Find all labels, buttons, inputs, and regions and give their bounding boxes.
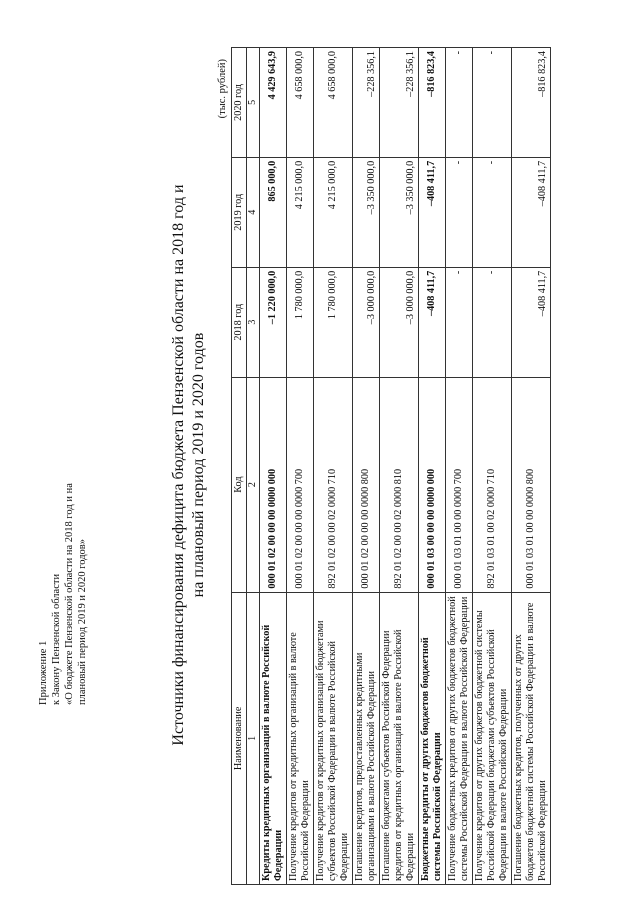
document-title [169,35,209,895]
row-code: 892 01 03 01 00 02 0000 710 [473,377,512,592]
title-line: Источники финансирования дефицита бюджета Пензенской области на 2018 год и [170,184,187,746]
row-value-2018: 1 780 000,0 [314,267,353,377]
header-code: Код [232,377,247,592]
row-code: 000 01 03 00 00 00 0000 000 [419,377,446,592]
row-value-2018: –1 220 000,0 [260,267,287,377]
header-2018: 2018 год [232,267,247,377]
table-row [353,48,380,885]
col-number: 2 [247,377,260,592]
row-value-2018: –408 411,7 [419,267,446,377]
header-2020: 2020 год [232,48,247,158]
table-row [380,48,419,885]
row-value-2019: –408 411,7 [512,157,551,267]
table-row [260,48,287,885]
table-row [473,48,512,885]
title-line: на плановый период 2019 и 2020 годов [190,332,207,598]
row-name: Бюджетные кредиты от других бюджетов бюджетной системы Российской Федерации [419,592,446,884]
col-number: 1 [247,592,260,884]
row-code: 000 01 02 00 00 00 0000 000 [260,377,287,592]
column-number-row [247,48,260,885]
row-value-2019: 4 215 000,0 [287,157,314,267]
appendix-line: к Закону Пензенской области [51,573,62,705]
appendix-note [37,345,89,705]
table-row [314,48,353,885]
row-value-2018: –408 411,7 [512,267,551,377]
row-name: Погашение бюджетных кредитов, полученных от других бюджетов бюджетной системы Российской Федерации в валюте Российской Федерации [512,592,551,884]
table-row [419,48,446,885]
col-number: 4 [247,157,260,267]
row-value-2019: –3 350 000,0 [380,157,419,267]
row-name: Получение кредитов от других бюджетов бюджетной системы Российской Федерации бюджетами субъектов Российской Федерации в валюте Российской Федерации [473,592,512,884]
table-row [287,48,314,885]
row-name: Погашение кредитов, предоставленных кредитными организациями в валюте Российской Федерации [353,592,380,884]
row-value-2020: 4 658 000,0 [287,48,314,158]
row-code: 000 01 03 01 00 00 0000 800 [512,377,551,592]
row-value-2020: –816 823,4 [419,48,446,158]
row-value-2020: 4 429 643,9 [260,48,287,158]
row-value-2020: –228 356,1 [353,48,380,158]
appendix-line: Приложение 1 [38,640,49,705]
row-code: 000 01 03 01 00 00 0000 700 [446,377,473,592]
row-value-2019: –408 411,7 [419,157,446,267]
row-code: 000 01 02 00 00 00 0000 700 [287,377,314,592]
row-value-2018: - [446,267,473,377]
row-value-2020: 4 658 000,0 [314,48,353,158]
row-value-2019: - [446,157,473,267]
row-value-2018: –3 000 000,0 [353,267,380,377]
table-row [512,48,551,885]
row-value-2018: 1 780 000,0 [287,267,314,377]
units-label: (тыс. рублей) [217,59,228,119]
row-value-2018: - [473,267,512,377]
row-name: Кредиты кредитных организаций в валюте Российской Федерации [260,592,287,884]
col-number: 5 [247,48,260,158]
appendix-line: «О бюджете Пензенской области на 2018 год и на [64,483,75,705]
row-value-2020: - [446,48,473,158]
header-name: Наименование [232,592,247,884]
row-code: 892 01 02 00 00 02 0000 810 [380,377,419,592]
table-header-row [232,48,247,885]
row-value-2019: 4 215 000,0 [314,157,353,267]
table-row [446,48,473,885]
financing-table [231,47,551,885]
row-value-2020: –228 356,1 [380,48,419,158]
header-2019: 2019 год [232,157,247,267]
row-value-2018: –3 000 000,0 [380,267,419,377]
row-name: Получение кредитов от кредитных организаций в валюте Российской Федерации [287,592,314,884]
row-value-2020: –816 823,4 [512,48,551,158]
rotated-page-content [9,35,609,895]
row-value-2019: –3 350 000,0 [353,157,380,267]
row-code: 000 01 02 00 00 00 0000 800 [353,377,380,592]
appendix-line: плановый период 2019 и 2020 годов» [77,539,88,705]
row-name: Погашение бюджетами субъектов Российской Федерации кредитов от кредитных организаций в валюте Российской Федерации [380,592,419,884]
row-code: 892 01 02 00 00 02 0000 710 [314,377,353,592]
row-value-2019: 865 000,0 [260,157,287,267]
row-value-2019: - [473,157,512,267]
col-number: 3 [247,267,260,377]
row-name: Получение бюджетных кредитов от других бюджетов бюджетной системы Российской Федерации в валюте Российской Федерации [446,592,473,884]
row-name: Получение кредитов от кредитных организаций бюджетами субъектов Российской Федерации в валюте Российской Федерации [314,592,353,884]
row-value-2020: - [473,48,512,158]
